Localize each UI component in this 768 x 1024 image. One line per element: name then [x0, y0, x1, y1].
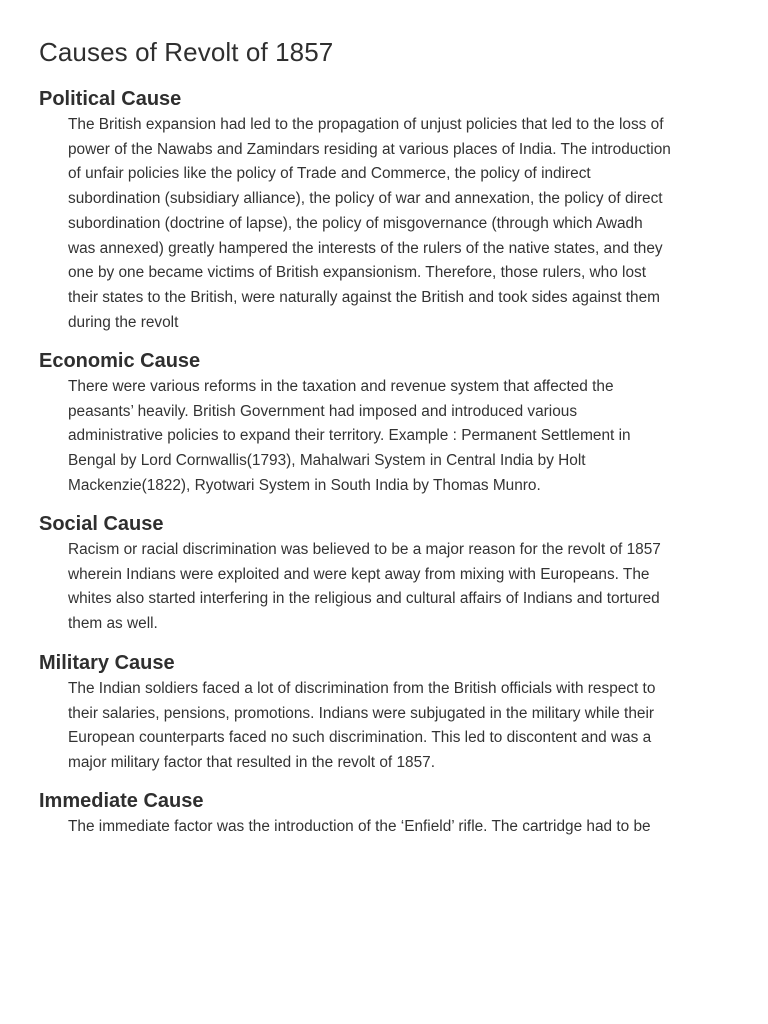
text-line: major military factor that resulted in the revolt of 1857.	[68, 754, 435, 772]
section-heading: Military Cause	[39, 652, 175, 674]
text-line: power of the Nawabs and Zamindars residing at various places of India. The introduction	[68, 140, 671, 158]
text-line: during the revolt	[68, 313, 179, 331]
section-heading: Political Cause	[39, 88, 182, 110]
text-line: Racism or racial discrimination was believed to be a major reason for the revolt of 1857	[68, 541, 661, 558]
section-body	[68, 677, 718, 776]
text-line: Bengal by Lord Cornwallis(1793), Mahalwari System in Central India by Holt	[68, 452, 586, 470]
text-line: There were various reforms in the taxation and revenue system that affected the	[68, 378, 614, 395]
text-line: them as well.	[68, 615, 158, 633]
text-line: subordination (doctrine of lapse), the policy of misgovernance (through which Awadh	[68, 214, 643, 232]
text-line: The Indian soldiers faced a lot of discrimination from the British officials with respect to	[68, 680, 656, 697]
section-body	[68, 815, 718, 838]
page-title: Causes of Revolt of 1857	[39, 37, 334, 67]
text-line: of unfair policies like the policy of Trade and Commerce, the policy of indirect	[68, 165, 591, 183]
section-body	[68, 113, 718, 335]
text-line: The immediate factor was the introduction of the ‘Enfield’ rifle. The cartridge had to be	[68, 818, 651, 835]
text-line: Mackenzie(1822), Ryotwari System in South India by Thomas Munro.	[68, 476, 541, 494]
text-line: The British expansion had led to the propagation of unjust policies that led to the loss of	[68, 116, 664, 133]
text-line: wherein Indians were exploited and were kept away from mixing with Europeans. The	[68, 565, 650, 583]
text-line: their salaries, pensions, promotions. Indians were subjugated in the military while their	[68, 704, 654, 722]
text-line: subordination (subsidiary alliance), the policy of war and annexation, the policy of direct	[68, 190, 663, 208]
text-line: peasants’ heavily. British Government had imposed and introduced various	[68, 402, 578, 420]
text-line: whites also started interfering in the religious and cultural affairs of Indians and tortured	[68, 590, 660, 608]
text-line: one by one became victims of British expansionism. Therefore, those rulers, who lost	[68, 264, 646, 282]
text-line: their states to the British, were naturally against the British and took sides against them	[68, 288, 660, 306]
text-line: European counterparts faced no such discrimination. This led to discontent and was a	[68, 729, 652, 747]
section-body	[68, 538, 718, 637]
section-body	[68, 375, 718, 499]
text-line: was annexed) greatly hampered the interests of the rulers of the native states, and they	[68, 239, 663, 257]
section-heading: Economic Cause	[39, 350, 201, 372]
section-heading: Social Cause	[39, 513, 164, 535]
text-line: administrative policies to expand their territory. Example : Permanent Settlement in	[68, 427, 631, 445]
section-heading: Immediate Cause	[39, 790, 204, 812]
